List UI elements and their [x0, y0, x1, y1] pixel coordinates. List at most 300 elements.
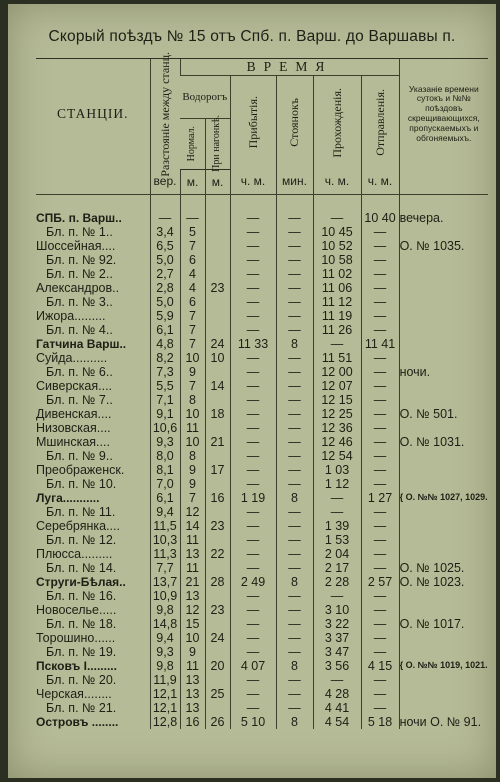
- stop-cell: —: [276, 407, 313, 421]
- note-cell: [399, 449, 488, 463]
- passing-cell: 11 02: [313, 267, 361, 281]
- table-row: [36, 575, 488, 589]
- normal-time-cell: 6: [180, 295, 205, 309]
- distance-cell: 10,9: [150, 589, 180, 603]
- stop-cell: —: [276, 365, 313, 379]
- arrival-cell: 11 33: [230, 337, 276, 351]
- stop-cell: —: [276, 519, 313, 533]
- distance-cell: 5,5: [150, 379, 180, 393]
- passing-cell: —: [313, 491, 361, 505]
- station-name: Бл. п. № 10.: [46, 476, 117, 491]
- arrival-cell: —: [230, 253, 276, 267]
- arrival-cell: —: [230, 309, 276, 323]
- normal-time-cell: 12: [180, 505, 205, 519]
- station-name: Бл. п. № 1..: [46, 224, 113, 239]
- distance-cell: 6,5: [150, 239, 180, 253]
- passing-cell: 3 47: [313, 645, 361, 659]
- table-row: [36, 295, 488, 309]
- station-name: Суйда..........: [36, 350, 108, 365]
- table-row: [36, 379, 488, 393]
- normal-time-cell: 10: [180, 631, 205, 645]
- arrival-cell: —: [230, 239, 276, 253]
- reserve-time-cell: [205, 267, 230, 281]
- distance-cell: 7,0: [150, 477, 180, 491]
- departure-cell: —: [361, 407, 399, 421]
- passing-cell: 3 56: [313, 659, 361, 673]
- normal-time-cell: 9: [180, 645, 205, 659]
- station-name: Торошино......: [36, 630, 116, 645]
- distance-cell: 11,9: [150, 673, 180, 687]
- unit-passing: ч. м.: [313, 169, 361, 194]
- stop-cell: —: [276, 645, 313, 659]
- header-normal: Нормал.: [180, 118, 205, 169]
- normal-time-cell: 11: [180, 561, 205, 575]
- note-cell: [399, 701, 488, 715]
- note-cell: О. № 1035.: [399, 239, 488, 253]
- note-cell: О. № 1023.: [399, 575, 488, 589]
- note-cell: [399, 631, 488, 645]
- table-row: [36, 225, 488, 239]
- stop-cell: 8: [276, 337, 313, 351]
- normal-time-cell: 7: [180, 309, 205, 323]
- departure-cell: 11 41: [361, 337, 399, 351]
- departure-cell: —: [361, 295, 399, 309]
- station-name: Бл. п. № 20.: [46, 672, 117, 687]
- distance-cell: 6,1: [150, 491, 180, 505]
- table-row: [36, 449, 488, 463]
- stop-cell: —: [276, 351, 313, 365]
- arrival-cell: —: [230, 687, 276, 701]
- reserve-time-cell: 28: [205, 575, 230, 589]
- station-name: Бл. п. № 4..: [46, 322, 113, 337]
- normal-time-cell: 10: [180, 351, 205, 365]
- reserve-time-cell: [205, 589, 230, 603]
- reserve-time-cell: [205, 309, 230, 323]
- distance-cell: 9,8: [150, 659, 180, 673]
- passing-cell: 4 41: [313, 701, 361, 715]
- normal-time-cell: 11: [180, 421, 205, 435]
- normal-time-cell: 4: [180, 267, 205, 281]
- station-name: Бл. п. № 7..: [46, 392, 113, 407]
- distance-cell: 11,3: [150, 547, 180, 561]
- stop-cell: —: [276, 211, 313, 225]
- departure-cell: —: [361, 701, 399, 715]
- distance-cell: 7,1: [150, 393, 180, 407]
- distance-cell: 13,7: [150, 575, 180, 589]
- arrival-cell: —: [230, 267, 276, 281]
- table-row: [36, 589, 488, 603]
- note-cell: [399, 645, 488, 659]
- arrival-cell: —: [230, 393, 276, 407]
- departure-cell: —: [361, 673, 399, 687]
- note-cell: [399, 225, 488, 239]
- reserve-time-cell: [205, 253, 230, 267]
- note-cell: [399, 393, 488, 407]
- normal-time-cell: 7: [180, 239, 205, 253]
- distance-cell: 14,8: [150, 617, 180, 631]
- table-row: [36, 505, 488, 519]
- station-name: Бл. п. № 11.: [46, 504, 116, 519]
- stop-cell: —: [276, 505, 313, 519]
- arrival-cell: 5 10: [230, 715, 276, 729]
- arrival-cell: —: [230, 295, 276, 309]
- departure-cell: —: [361, 435, 399, 449]
- stop-cell: —: [276, 267, 313, 281]
- passing-cell: —: [313, 505, 361, 519]
- reserve-time-cell: [205, 225, 230, 239]
- arrival-cell: 4 07: [230, 659, 276, 673]
- header-passing: Прохожденія.: [313, 76, 361, 170]
- reserve-time-cell: [205, 673, 230, 687]
- stop-cell: —: [276, 673, 313, 687]
- normal-time-cell: 12: [180, 603, 205, 617]
- station-name: СПБ. п. Варш..: [36, 210, 122, 225]
- station-name: Серебрянка....: [36, 518, 120, 533]
- station-name: Струги-Бѣлая..: [36, 574, 126, 589]
- table-row: [36, 323, 488, 337]
- unit-departure: ч. м.: [361, 169, 399, 194]
- passing-cell: 1 12: [313, 477, 361, 491]
- table-row: [36, 351, 488, 365]
- distance-cell: 5,0: [150, 253, 180, 267]
- normal-time-cell: 7: [180, 323, 205, 337]
- normal-time-cell: 13: [180, 547, 205, 561]
- table-row: [36, 715, 488, 729]
- station-name: Плюсса.........: [36, 546, 113, 561]
- departure-cell: —: [361, 253, 399, 267]
- reserve-time-cell: [205, 505, 230, 519]
- unit-reserve: м.: [205, 169, 230, 194]
- station-name: Дивенская....: [36, 406, 112, 421]
- departure-cell: —: [361, 477, 399, 491]
- stop-cell: —: [276, 617, 313, 631]
- normal-time-cell: 15: [180, 617, 205, 631]
- units-row: [36, 169, 488, 194]
- station-name: Сиверская....: [36, 378, 113, 393]
- station-name: Псковъ I.........: [36, 658, 117, 673]
- table-row: [36, 211, 488, 225]
- arrival-cell: —: [230, 225, 276, 239]
- passing-cell: —: [313, 337, 361, 351]
- note-cell: [399, 351, 488, 365]
- departure-cell: —: [361, 561, 399, 575]
- departure-cell: —: [361, 449, 399, 463]
- departure-cell: —: [361, 645, 399, 659]
- note-cell: О. № 1031.: [399, 435, 488, 449]
- departure-cell: —: [361, 533, 399, 547]
- passing-cell: 11 06: [313, 281, 361, 295]
- note-cell: [399, 687, 488, 701]
- arrival-cell: 2 49: [230, 575, 276, 589]
- reserve-time-cell: [205, 645, 230, 659]
- passing-cell: 11 12: [313, 295, 361, 309]
- reserve-time-cell: [205, 701, 230, 715]
- distance-cell: 10,6: [150, 421, 180, 435]
- reserve-time-cell: 17: [205, 463, 230, 477]
- passing-cell: 2 04: [313, 547, 361, 561]
- table-row: [36, 519, 488, 533]
- timetable: [36, 51, 488, 729]
- stop-cell: —: [276, 589, 313, 603]
- note-cell: { О. №№ 1019, 1021.: [399, 659, 488, 673]
- normal-time-cell: 11: [180, 659, 205, 673]
- station-name: Бл. п. № 14.: [46, 560, 117, 575]
- stop-cell: —: [276, 225, 313, 239]
- passing-cell: 2 28: [313, 575, 361, 589]
- distance-cell: 7,3: [150, 365, 180, 379]
- arrival-cell: —: [230, 449, 276, 463]
- normal-time-cell: 10: [180, 407, 205, 421]
- note-cell: [399, 421, 488, 435]
- passing-cell: 12 25: [313, 407, 361, 421]
- reserve-time-cell: 26: [205, 715, 230, 729]
- reserve-time-cell: 10: [205, 351, 230, 365]
- station-name: Низовская....: [36, 420, 111, 435]
- header-departure: Отправленія.: [361, 76, 399, 170]
- note-cell: [399, 547, 488, 561]
- distance-cell: 5,9: [150, 309, 180, 323]
- arrival-cell: —: [230, 617, 276, 631]
- table-row: [36, 267, 488, 281]
- departure-cell: 4 15: [361, 659, 399, 673]
- departure-cell: —: [361, 687, 399, 701]
- note-cell: [399, 505, 488, 519]
- table-row: [36, 393, 488, 407]
- header-stations: СТАНЦІИ.: [36, 59, 150, 170]
- distance-cell: 9,4: [150, 505, 180, 519]
- departure-cell: —: [361, 365, 399, 379]
- passing-cell: —: [313, 589, 361, 603]
- normal-time-cell: 6: [180, 253, 205, 267]
- distance-cell: 2,8: [150, 281, 180, 295]
- distance-cell: 8,0: [150, 449, 180, 463]
- arrival-cell: —: [230, 533, 276, 547]
- unit-distance: вер.: [150, 169, 180, 194]
- unit-normal: м.: [180, 169, 205, 194]
- station-name: Черская........: [36, 686, 112, 701]
- normal-time-cell: 7: [180, 379, 205, 393]
- table-row: [36, 617, 488, 631]
- station-name: Бл. п. № 19.: [46, 644, 117, 659]
- distance-cell: 12,8: [150, 715, 180, 729]
- normal-time-cell: 8: [180, 449, 205, 463]
- arrival-cell: —: [230, 547, 276, 561]
- reserve-time-cell: [205, 211, 230, 225]
- reserve-time-cell: 23: [205, 603, 230, 617]
- departure-cell: —: [361, 505, 399, 519]
- arrival-cell: —: [230, 211, 276, 225]
- stop-cell: —: [276, 393, 313, 407]
- table-row: [36, 337, 488, 351]
- departure-cell: 2 57: [361, 575, 399, 589]
- passing-cell: 12 00: [313, 365, 361, 379]
- reserve-time-cell: 16: [205, 491, 230, 505]
- table-row: [36, 281, 488, 295]
- note-cell: [399, 603, 488, 617]
- table-row: [36, 631, 488, 645]
- note-cell: [399, 295, 488, 309]
- header-water: Водорогъ: [180, 76, 230, 119]
- departure-cell: —: [361, 547, 399, 561]
- station-name: Александров..: [36, 280, 120, 295]
- stop-cell: —: [276, 323, 313, 337]
- timetable-page: [8, 4, 496, 778]
- table-row: [36, 435, 488, 449]
- station-name: Бл. п. № 3..: [46, 294, 113, 309]
- passing-cell: 3 22: [313, 617, 361, 631]
- reserve-time-cell: 23: [205, 519, 230, 533]
- unit-stop: мин.: [276, 169, 313, 194]
- stop-cell: —: [276, 631, 313, 645]
- reserve-time-cell: 14: [205, 379, 230, 393]
- departure-cell: —: [361, 463, 399, 477]
- distance-cell: 8,1: [150, 463, 180, 477]
- departure-cell: —: [361, 281, 399, 295]
- table-row: [36, 533, 488, 547]
- station-name: Бл. п. № 12.: [46, 532, 117, 547]
- table-row: [36, 463, 488, 477]
- departure-cell: —: [361, 617, 399, 631]
- station-name: Мшинская....: [36, 434, 110, 449]
- arrival-cell: —: [230, 351, 276, 365]
- departure-cell: —: [361, 225, 399, 239]
- arrival-cell: —: [230, 323, 276, 337]
- table-row: [36, 603, 488, 617]
- table-row: [36, 239, 488, 253]
- distance-cell: 9,1: [150, 407, 180, 421]
- distance-cell: 8,2: [150, 351, 180, 365]
- arrival-cell: —: [230, 379, 276, 393]
- arrival-cell: —: [230, 505, 276, 519]
- distance-cell: 9,3: [150, 435, 180, 449]
- departure-cell: —: [361, 267, 399, 281]
- table-row: [36, 407, 488, 421]
- departure-cell: —: [361, 239, 399, 253]
- note-cell: О. № 501.: [399, 407, 488, 421]
- reserve-time-cell: [205, 323, 230, 337]
- reserve-time-cell: 20: [205, 659, 230, 673]
- passing-cell: 2 17: [313, 561, 361, 575]
- normal-time-cell: 8: [180, 393, 205, 407]
- passing-cell: 10 45: [313, 225, 361, 239]
- table-row: [36, 645, 488, 659]
- stop-cell: 8: [276, 659, 313, 673]
- stop-cell: —: [276, 533, 313, 547]
- note-cell: [399, 519, 488, 533]
- normal-time-cell: 21: [180, 575, 205, 589]
- passing-cell: 1 03: [313, 463, 361, 477]
- reserve-time-cell: [205, 393, 230, 407]
- passing-cell: 11 19: [313, 309, 361, 323]
- reserve-time-cell: [205, 477, 230, 491]
- stop-cell: —: [276, 253, 313, 267]
- passing-cell: 12 15: [313, 393, 361, 407]
- note-cell: [399, 323, 488, 337]
- arrival-cell: —: [230, 407, 276, 421]
- normal-time-cell: 9: [180, 477, 205, 491]
- departure-cell: 1 27: [361, 491, 399, 505]
- table-row: [36, 547, 488, 561]
- passing-cell: 11 26: [313, 323, 361, 337]
- distance-cell: 10,3: [150, 533, 180, 547]
- table-row: [36, 253, 488, 267]
- passing-cell: 10 52: [313, 239, 361, 253]
- note-cell: [399, 253, 488, 267]
- table-row: [36, 687, 488, 701]
- normal-time-cell: 14: [180, 519, 205, 533]
- passing-cell: 4 54: [313, 715, 361, 729]
- passing-cell: 12 07: [313, 379, 361, 393]
- passing-cell: —: [313, 673, 361, 687]
- station-name: Бл. п. № 18.: [46, 616, 117, 631]
- passing-cell: 3 37: [313, 631, 361, 645]
- departure-cell: —: [361, 393, 399, 407]
- departure-cell: —: [361, 603, 399, 617]
- reserve-time-cell: 22: [205, 547, 230, 561]
- note-cell: { О. №№ 1027, 1029.: [399, 491, 488, 505]
- note-cell: [399, 281, 488, 295]
- table-row: [36, 673, 488, 687]
- note-cell: [399, 589, 488, 603]
- reserve-time-cell: [205, 533, 230, 547]
- stop-cell: —: [276, 477, 313, 491]
- table-row: [36, 309, 488, 323]
- normal-time-cell: 16: [180, 715, 205, 729]
- departure-cell: 10 40: [361, 211, 399, 225]
- table-row: [36, 701, 488, 715]
- stop-cell: —: [276, 295, 313, 309]
- note-cell: [399, 477, 488, 491]
- reserve-time-cell: [205, 365, 230, 379]
- table-row: [36, 491, 488, 505]
- header-notes: Указаніе времени сутокъ и №№ поѣздовъ скрещивающихся, пропускаемыхъ и обгоняемыхъ.: [399, 59, 488, 170]
- note-cell: О. № 1017.: [399, 617, 488, 631]
- reserve-time-cell: [205, 295, 230, 309]
- table-row: [36, 365, 488, 379]
- station-name: Новоселье.....: [36, 602, 117, 617]
- normal-time-cell: 7: [180, 491, 205, 505]
- normal-time-cell: 9: [180, 365, 205, 379]
- stop-cell: —: [276, 421, 313, 435]
- reserve-time-cell: 24: [205, 337, 230, 351]
- distance-cell: 6,1: [150, 323, 180, 337]
- distance-cell: 12,1: [150, 701, 180, 715]
- page-title: Скорый поѣздъ № 15 отъ Спб. п. Варш. до Варшавы п.: [48, 28, 456, 45]
- stop-cell: —: [276, 561, 313, 575]
- note-cell: [399, 309, 488, 323]
- note-cell: [399, 379, 488, 393]
- header-time: ВРЕМЯ: [180, 59, 399, 76]
- normal-time-cell: 13: [180, 589, 205, 603]
- departure-cell: —: [361, 421, 399, 435]
- station-name: Шоссейная....: [36, 238, 116, 253]
- note-cell: О. № 1025.: [399, 561, 488, 575]
- arrival-cell: —: [230, 589, 276, 603]
- passing-cell: 11 51: [313, 351, 361, 365]
- arrival-cell: —: [230, 365, 276, 379]
- arrival-cell: —: [230, 477, 276, 491]
- normal-time-cell: 10: [180, 435, 205, 449]
- stop-cell: —: [276, 603, 313, 617]
- stop-cell: 8: [276, 715, 313, 729]
- passing-cell: —: [313, 211, 361, 225]
- departure-cell: —: [361, 351, 399, 365]
- station-name: Ижора.........: [36, 308, 106, 323]
- station-name: Бл. п. № 21.: [46, 700, 117, 715]
- stop-cell: —: [276, 547, 313, 561]
- arrival-cell: —: [230, 561, 276, 575]
- distance-cell: 7,7: [150, 561, 180, 575]
